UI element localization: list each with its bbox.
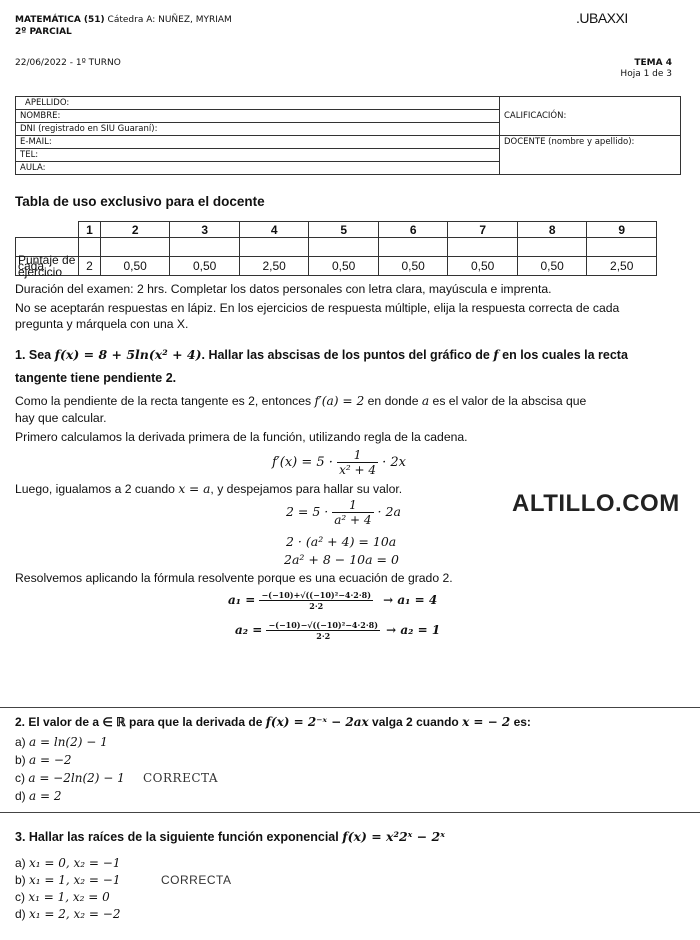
q1-eq-equal: 2 = 5 · $\frac{1}{\text{a² + 4}}$ · 2a <box>286 498 401 527</box>
option-letter: d) <box>15 789 30 803</box>
grade-input-2[interactable] <box>100 238 170 257</box>
grade-score-6: 0,50 <box>378 257 448 276</box>
option-value: x₁ = 1, x₂ = 0 <box>28 890 110 904</box>
option-letter: b) <box>15 753 30 767</box>
student-info-table <box>15 96 681 175</box>
grade-header-3: 3 <box>170 222 240 238</box>
q1-root-2: a₂ = $\frac{\text{−(−10)−√((−10)²−4·2·8)}}{2\cdot 2}$ → a₂ = 1 <box>235 620 441 641</box>
q1-explanation-3: Luego, igualamos a 2 cuando x = a, y despejamos para hallar su valor. <box>15 482 403 496</box>
q2-option-c[interactable] <box>15 771 219 785</box>
grade-score-9: 2,50 <box>587 257 657 276</box>
grade-input-8[interactable] <box>517 238 587 257</box>
grade-row-label: Puntaje de cada ejercicio <box>16 257 79 276</box>
field-docente: DOCENTE (nombre y apellido): <box>500 136 681 175</box>
exam-title: 2º PARCIAL <box>15 27 72 37</box>
option-value: x₁ = 0, x₂ = −1 <box>29 856 121 870</box>
q3-option-b[interactable] <box>15 873 232 887</box>
instructions-pencil-2: pregunta y márquela con una X. <box>15 317 189 331</box>
q3-title: 3. Hallar las raíces de la siguiente función exponencial f(x) = x²2ˣ − 2ˣ <box>15 829 445 844</box>
grade-header-5: 5 <box>309 222 379 238</box>
course-line <box>15 15 232 25</box>
grade-input-1[interactable] <box>79 238 101 257</box>
grade-header-6: 6 <box>378 222 448 238</box>
page-indicator: Hoja 1 de 3 <box>620 69 672 79</box>
grade-header-2: 2 <box>100 222 170 238</box>
q1-explanation-1b: hay que calcular. <box>15 411 107 425</box>
q2-option-d[interactable] <box>15 789 62 803</box>
q1-title-line2: tangente tiene pendiente 2. <box>15 371 177 385</box>
separator-1 <box>0 707 700 708</box>
grade-header-7: 7 <box>448 222 518 238</box>
grade-corner <box>16 222 79 238</box>
option-value: a = 2 <box>29 789 62 803</box>
grade-input-3[interactable] <box>170 238 240 257</box>
grade-score-5: 0,50 <box>309 257 379 276</box>
exam-date: 22/06/2022 - 1º TURNO <box>15 58 121 68</box>
q1-eq-expand: 2 · (a² + 4) = 10a <box>286 534 397 549</box>
field-aula: AULA: <box>16 162 500 175</box>
grade-score-8: 0,50 <box>517 257 587 276</box>
separator-2 <box>0 812 700 813</box>
grade-input-7[interactable] <box>448 238 518 257</box>
grade-score-1: 2 <box>79 257 101 276</box>
grade-input-5[interactable] <box>309 238 379 257</box>
q1-explanation-4: Resolvemos aplicando la fórmula resolvente porque es una ecuación de grado 2. <box>15 571 453 585</box>
field-apellido: APELLIDO: <box>16 97 500 110</box>
course-name: MATEMÁTICA (51) <box>15 15 105 25</box>
tema-label: TEMA 4 <box>634 58 672 68</box>
q2-function: f(x) = 2⁻ˣ − 2ax <box>265 715 369 729</box>
option-value: a = ln(2) − 1 <box>29 735 108 749</box>
option-value: x₁ = 2, x₂ = −2 <box>29 907 121 921</box>
q1-eq-quadratic: 2a² + 8 − 10a = 0 <box>284 552 399 567</box>
field-calificacion: CALIFICACIÓN: <box>500 97 681 136</box>
grade-header-4: 4 <box>239 222 309 238</box>
instructions-pencil-1: No se aceptarán respuestas en lápiz. En los ejercicios de respuesta múltiple, elija la respuesta correcta de cada <box>15 301 620 315</box>
grade-header-9: 9 <box>587 222 657 238</box>
option-letter: d) <box>15 907 30 921</box>
field-email: E-MAIL: <box>16 136 500 149</box>
q1-root-1: a₁ = $\frac{\text{−(−10)+√((−10)²−4·2·8)}}{2\cdot 2}$ → a₁ = 4 <box>228 590 438 611</box>
correct-mark: CORRECTA <box>161 873 232 887</box>
option-letter: c) <box>15 890 29 904</box>
q1-title: 1. Sea f(x) = 8 + 5ln(x² + 4). Hallar las abscisas de los puntos del gráfico de f en los cuales la recta <box>15 347 628 362</box>
q2-title: 2. El valor de a ∈ ℝ para que la derivada de f(x) = 2⁻ˣ − 2ax valga 2 cuando x = − 2 es: <box>15 715 531 729</box>
grade-input-9[interactable] <box>587 238 657 257</box>
uba-logo: .UBAXXI <box>576 10 628 26</box>
grade-score-2: 0,50 <box>100 257 170 276</box>
grade-score-4: 2,50 <box>239 257 309 276</box>
altillo-watermark: ALTILLO.COM <box>512 490 680 517</box>
grade-table-title: Tabla de uso exclusivo para el docente <box>15 194 265 209</box>
q1-function: f(x) = 8 + 5ln(x² + 4) <box>54 347 202 362</box>
q3-option-c[interactable] <box>15 890 110 904</box>
option-value: a = −2ln(2) − 1 <box>28 771 125 785</box>
q2-option-a[interactable] <box>15 735 108 749</box>
option-letter: b) <box>15 873 30 887</box>
option-letter: c) <box>15 771 29 785</box>
q3-option-d[interactable] <box>15 907 121 921</box>
q1-eq-derivative: f′(x) = 5 · $\frac{1}{\text{x² + 4}}$ · 2x <box>272 448 406 477</box>
grade-score-3: 0,50 <box>170 257 240 276</box>
grade-score-7: 0,50 <box>448 257 518 276</box>
grade-header-8: 8 <box>517 222 587 238</box>
grade-table <box>15 221 657 279</box>
option-letter: a) <box>15 856 30 870</box>
q3-option-a[interactable] <box>15 856 121 870</box>
option-letter: a) <box>15 735 30 749</box>
option-value: a = −2 <box>29 753 72 767</box>
q1-explanation-2: Primero calculamos la derivada primera de la función, utilizando regla de la cadena. <box>15 430 468 444</box>
instructions-duration: Duración del examen: 2 hrs. Completar los datos personales con letra clara, mayúscula e imprenta. <box>15 282 552 296</box>
field-dni: DNI (registrado en SIU Guaraní): <box>16 123 500 136</box>
q1-explanation-1: Como la pendiente de la recta tangente es 2, entonces f′(a) = 2 en donde a es el valor de la abscisa que <box>15 394 587 408</box>
grade-input-6[interactable] <box>378 238 448 257</box>
correct-mark: CORRECTA <box>143 771 219 785</box>
course-chair: Cátedra A: NUÑEZ, MYRIAM <box>104 15 232 25</box>
q2-option-b[interactable] <box>15 753 72 767</box>
field-nombre: NOMBRE: <box>16 110 500 123</box>
option-value: x₁ = 1, x₂ = −1 <box>29 873 121 887</box>
grade-header-1: 1 <box>79 222 101 238</box>
field-tel: TEL: <box>16 149 500 162</box>
q3-function: f(x) = x²2ˣ − 2ˣ <box>342 829 445 844</box>
grade-input-4[interactable] <box>239 238 309 257</box>
